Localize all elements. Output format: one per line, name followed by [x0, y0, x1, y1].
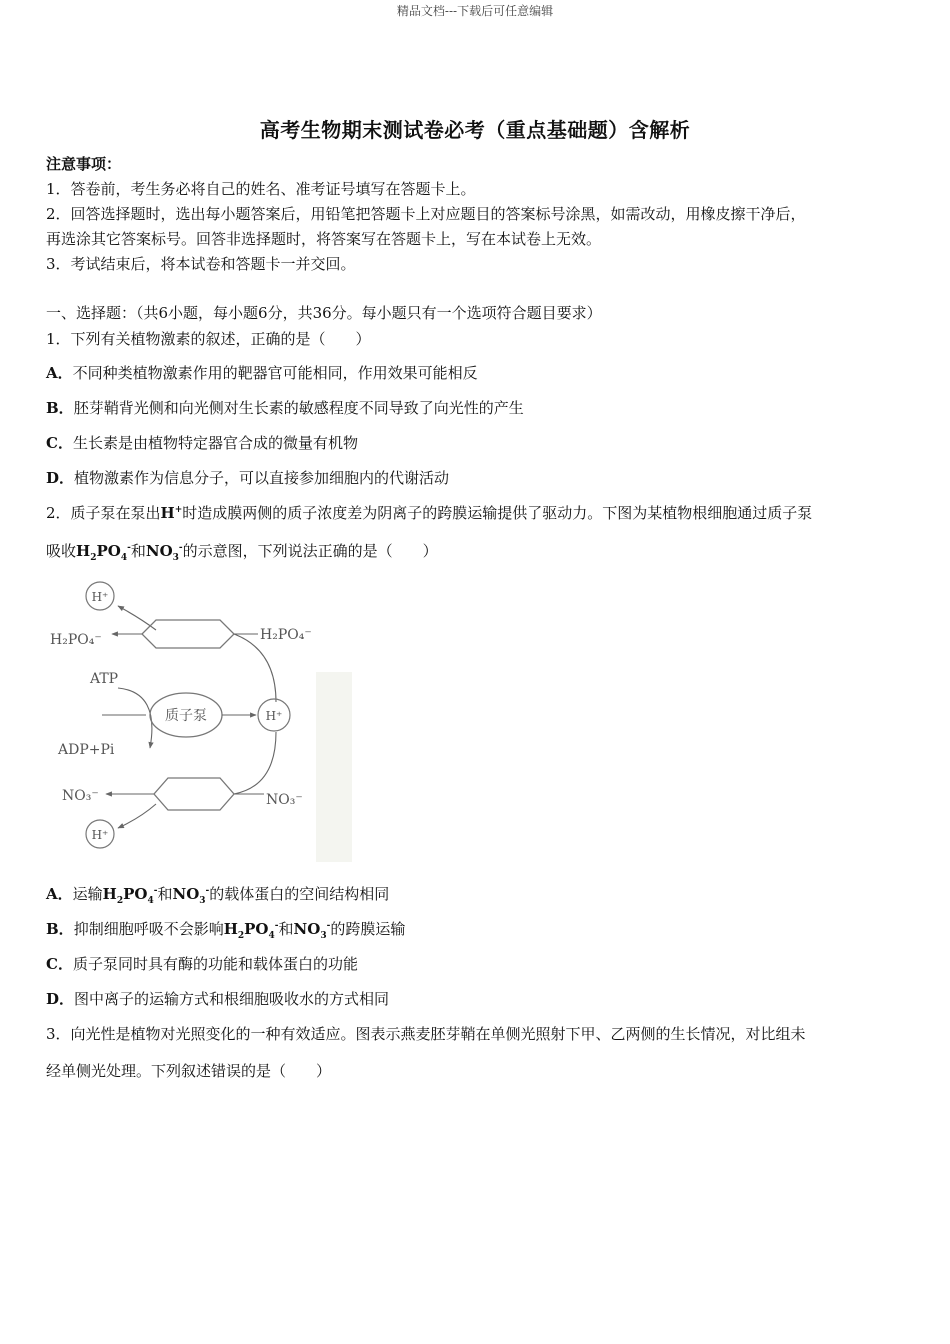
h2po4-label-right: H₂PO₄⁻ [260, 627, 312, 643]
curve-upper [234, 634, 276, 702]
carrier-protein-lower [154, 778, 234, 810]
no3-label-right: NO₃⁻ [266, 792, 303, 808]
carrier-protein-upper [142, 620, 234, 648]
proton-pump-diagram [44, 572, 356, 862]
notice-item: 1．答卷前，考生务必将自己的姓名、准考证号填写在答题卡上。 [46, 180, 476, 198]
proton-pump-label: 质子泵 [165, 708, 207, 724]
arrow-h-out-bottom [118, 804, 156, 828]
q2-option-b: B．抑制细胞呼吸不会影响$H_2PO_4^-$和$NO_3^-$的跨膜运输 [46, 920, 406, 941]
q1-option-b: B．胚芽鞘背光侧和向光侧对生长素的敏感程度不同导致了向光性的产生 [46, 399, 524, 417]
notice-item: 3．考试结束后，将本试卷和答题卡一并交回。 [46, 255, 356, 273]
h-ion-label-bottom: H⁺ [91, 828, 109, 842]
question-2-stem-line2: 吸收$H_2PO_4^-$和$NO_3^-$的示意图，下列说法正确的是（ ） [46, 542, 438, 563]
atp-label: ATP [90, 671, 119, 687]
h2po4-label-left: H₂PO₄⁻ [50, 632, 102, 648]
q2-option-d: D．图中离子的运输方式和根细胞吸收水的方式相同 [46, 990, 390, 1008]
page-title: 高考生物期末测试卷必考（重点基础题）含解析 [259, 118, 691, 142]
notice-item: 2．回答选择题时，选出每小题答案后，用铅笔把答题卡上对应题目的答案标号涂黑，如需改动，用橡皮擦干净后， [46, 205, 806, 223]
question-3-stem-line1: 3．向光性是植物对光照变化的一种有效适应。图表示燕麦胚芽鞘在单侧光照射下甲、乙两侧的生长情况，对比组未 [46, 1025, 806, 1043]
question-2-stem-line1: 2．质子泵在泵出H+时造成膜两侧的质子浓度差为阴离子的跨膜运输提供了驱动力。下图为某植物根细胞通过质子泵 [46, 504, 813, 522]
curve-lower [234, 732, 276, 794]
h-ion-label-middle: H⁺ [265, 709, 283, 723]
notice-heading: 注意事项： [46, 155, 122, 173]
question-3-stem-line2: 经单侧光处理。下列叙述错误的是（ ） [46, 1062, 332, 1080]
q2-option-c: C．质子泵同时具有酶的功能和载体蛋白的功能 [46, 955, 358, 973]
scan-shadow [316, 672, 352, 862]
no3-label-left: NO₃⁻ [62, 788, 99, 804]
q2-option-a: A．运输$H_2PO_4^-$和$NO_3^-$的载体蛋白的空间结构相同 [46, 885, 390, 906]
notice-item: 再选涂其它答案标号。回答非选择题时，将答案写在答题卡上，写在本试卷上无效。 [46, 230, 602, 248]
page-header: 精品文档---下载后可任意编辑 [396, 4, 554, 18]
q1-option-d: D．植物激素作为信息分子，可以直接参加细胞内的代谢活动 [46, 469, 450, 487]
q1-option-a: A．不同种类植物激素作用的靶器官可能相同，作用效果可能相反 [46, 364, 478, 382]
arrow-atp-to-adp [118, 688, 152, 748]
question-1-stem: 1．下列有关植物激素的叙述，正确的是（ ） [46, 330, 371, 348]
q1-option-c: C．生长素是由植物特定器官合成的微量有机物 [46, 434, 358, 452]
adp-pi-label: ADP+Pi [58, 742, 115, 758]
h-ion-label-top: H⁺ [91, 590, 109, 604]
section-heading: 一、选择题：（共6小题，每小题6分，共36分。每小题只有一个选项符合题目要求） [46, 304, 602, 322]
